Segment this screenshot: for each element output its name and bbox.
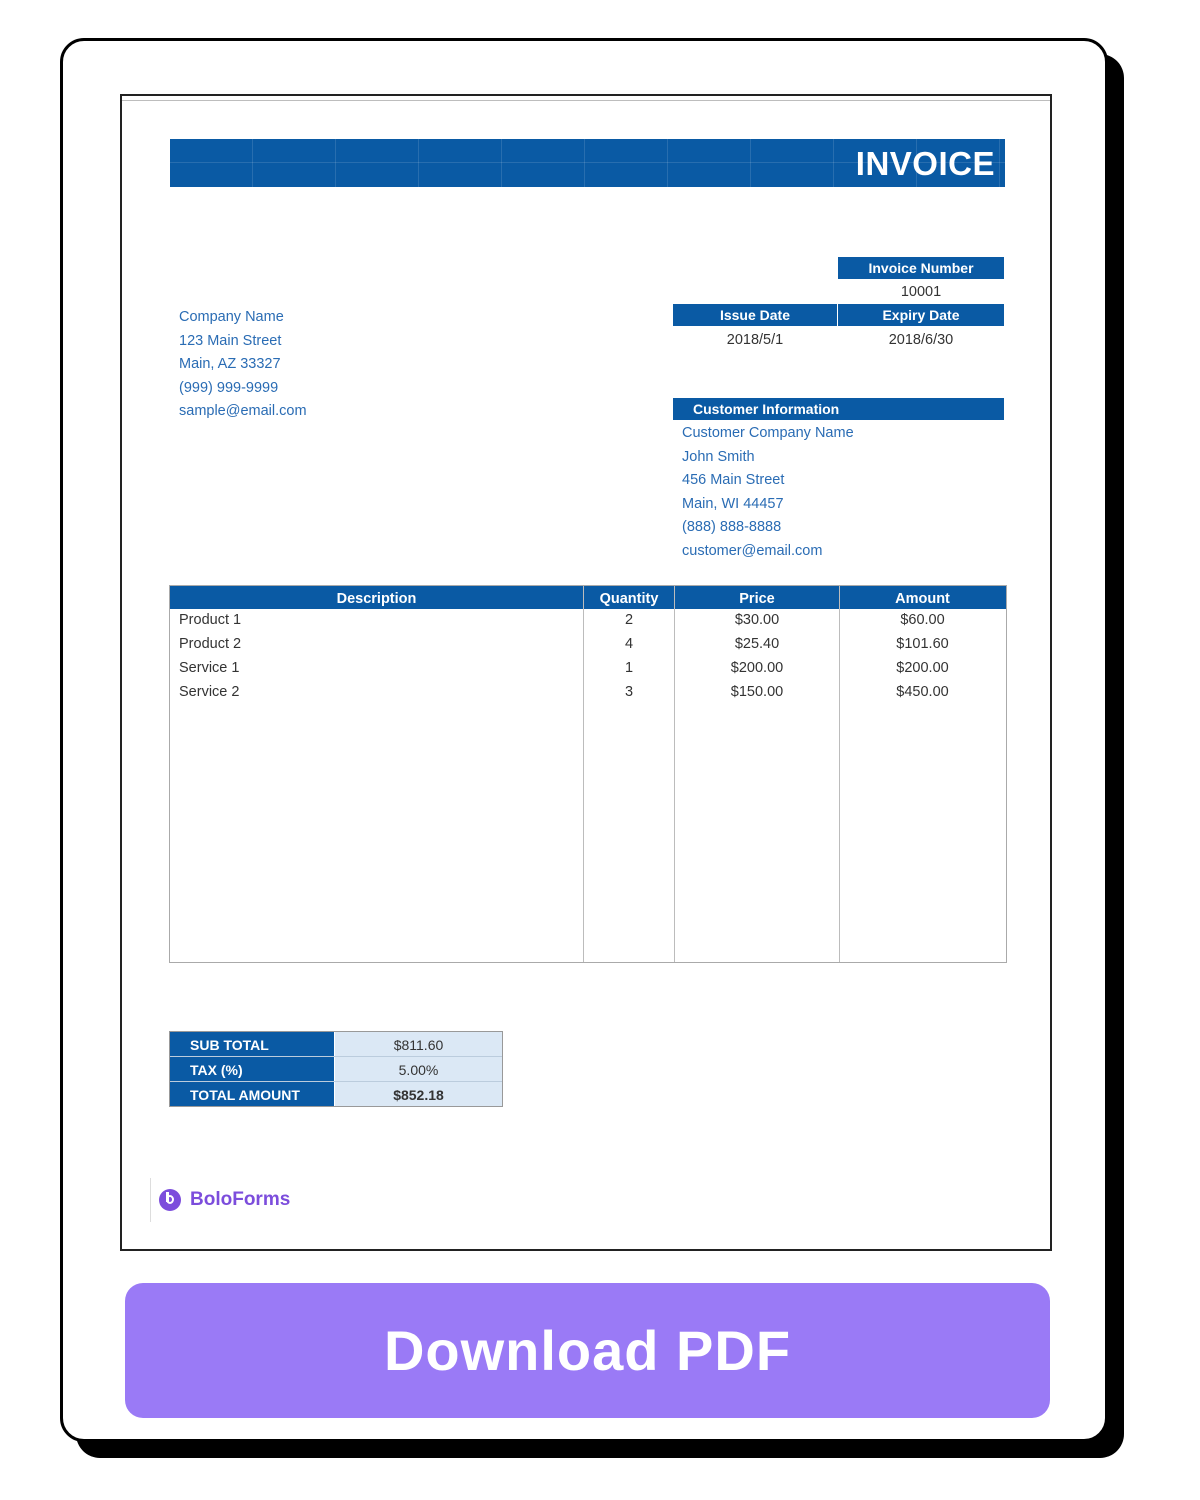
item-price: $30.00 [734, 612, 780, 628]
customer-street: 456 Main Street [682, 472, 785, 488]
column-header-description: Description [336, 591, 417, 607]
total-value: $852.18 [335, 1082, 502, 1106]
item-price: $150.00 [730, 684, 784, 700]
item-amount: $60.00 [900, 612, 945, 628]
document-top-rule [122, 100, 1050, 101]
boloforms-brand [150, 1178, 290, 1222]
tax-label: TAX (%) [170, 1057, 334, 1081]
table-row [170, 608, 1006, 632]
column-header-quantity: Quantity [599, 591, 659, 607]
company-street: 123 Main Street [179, 332, 282, 349]
download-pdf-button[interactable]: Download PDF [125, 1283, 1050, 1418]
column-header-amount: Amount [895, 591, 950, 607]
invoice-number-header: Invoice Number [838, 257, 1004, 279]
item-amount: $200.00 [896, 660, 949, 676]
boloforms-logo-icon [159, 1189, 181, 1211]
subtotal-value: $811.60 [335, 1032, 502, 1056]
item-amount: $450.00 [896, 684, 949, 700]
tax-row [170, 1057, 502, 1082]
item-quantity: 1 [624, 660, 634, 676]
item-description: Service 2 [179, 684, 240, 700]
company-email: sample@email.com [179, 403, 307, 419]
item-amount: $101.60 [896, 636, 949, 652]
customer-info [682, 422, 854, 563]
expiry-date-header: Expiry Date [838, 304, 1004, 326]
customer-company: Customer Company Name [682, 425, 854, 441]
customer-email: customer@email.com [682, 542, 823, 559]
item-description: Service 1 [179, 660, 240, 676]
items-table [169, 585, 1007, 963]
issue-date-value: 2018/5/1 [726, 332, 784, 348]
table-row [170, 656, 1006, 680]
invoice-number-value: 10001 [900, 284, 942, 300]
customer-info-header: Customer Information [673, 398, 1004, 420]
item-description: Product 2 [179, 636, 242, 652]
item-price: $25.40 [734, 636, 780, 652]
table-row [170, 680, 1006, 704]
issue-date-header: Issue Date [673, 304, 837, 326]
totals-table [169, 1031, 503, 1107]
customer-phone: (888) 888-8888 [682, 519, 782, 535]
subtotal-label: SUB TOTAL [170, 1032, 334, 1056]
subtotal-row [170, 1032, 502, 1057]
total-label: TOTAL AMOUNT [170, 1082, 334, 1106]
expiry-date-value: 2018/6/30 [888, 332, 954, 348]
invoice-document [120, 94, 1052, 1251]
item-price: $200.00 [730, 660, 784, 676]
item-quantity: 4 [624, 636, 634, 652]
company-city: Main, AZ 33327 [179, 356, 281, 372]
brand-name: BoloForms [190, 1189, 291, 1210]
total-row [170, 1082, 502, 1106]
invoice-title: INVOICE [855, 145, 995, 182]
item-quantity: 2 [624, 612, 634, 628]
company-name: Company Name [179, 309, 284, 325]
customer-city: Main, WI 44457 [682, 495, 784, 512]
company-info [179, 306, 307, 424]
company-phone: (999) 999-9999 [179, 379, 279, 396]
tax-value: 5.00% [335, 1057, 502, 1081]
table-row [170, 632, 1006, 656]
item-quantity: 3 [624, 684, 634, 700]
item-description: Product 1 [179, 612, 242, 628]
column-header-price: Price [739, 591, 775, 607]
invoice-title-bar [170, 139, 1005, 187]
customer-contact: John Smith [682, 448, 755, 465]
